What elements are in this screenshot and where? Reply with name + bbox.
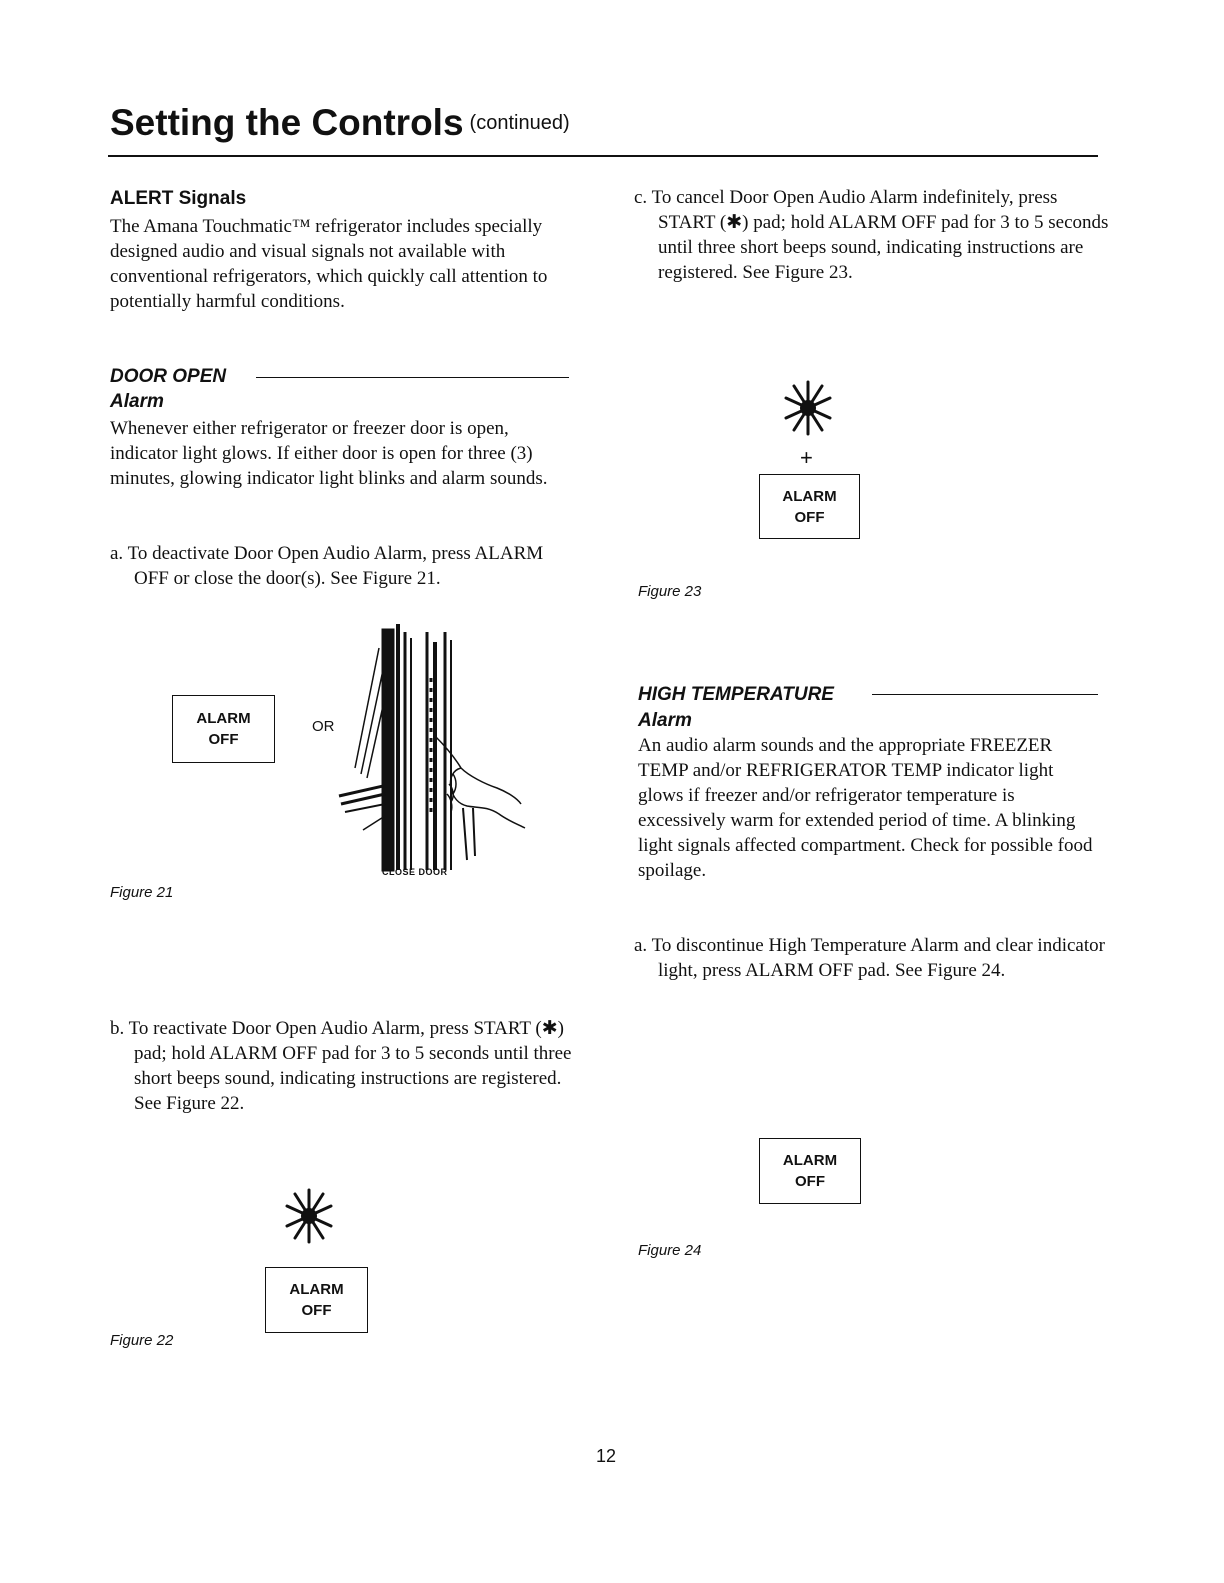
alarm-pad-line1: ALARM bbox=[289, 1281, 344, 1298]
high-temp-step-a: a. To discontinue High Temperature Alarm and clear indicator light, press ALARM OFF pad. See Figure 24. bbox=[634, 935, 1105, 981]
door-open-rule bbox=[256, 377, 569, 378]
door-open-intro: Whenever either refrigerator or freezer door is open, indicator light glows. If either door is open for three (3) minutes, glowing indicator light blinks and alarm sounds. bbox=[110, 418, 548, 489]
page-title-continued: (continued) bbox=[469, 112, 570, 134]
door-open-heading: DOOR OPEN bbox=[110, 366, 227, 387]
page-title bbox=[110, 102, 570, 144]
alarm-pad-line2: OFF bbox=[794, 508, 825, 526]
figure-22-caption: Figure 22 bbox=[110, 1332, 174, 1349]
alarm-pad-line2: OFF bbox=[301, 1302, 332, 1319]
door-open-step-c: c. To cancel Door Open Audio Alarm indefinitely, press START (✱) pad; hold ALARM OFF pad for 3 to 5 seconds until three short beeps sound, indicating instructions are registered. See Figure 23. bbox=[634, 187, 1109, 283]
high-temp-rule bbox=[872, 694, 1098, 695]
alarm-pad-line2: OFF bbox=[795, 1173, 825, 1190]
start-star-icon bbox=[283, 1188, 335, 1244]
figure-23-caption: Figure 23 bbox=[638, 583, 702, 600]
alarm-pad-line1: ALARM bbox=[196, 710, 251, 727]
high-temp-intro: An audio alarm sounds and the appropriate FREEZER TEMP and/or REFRIGERATOR TEMP indicator light glows if freezer and/or refrigerator temperature is excessively warm for extended period of time. A blinking light signals affected compartment. Check for possible food spoilage. bbox=[638, 735, 1093, 881]
alarm-pad-line1: ALARM bbox=[782, 487, 837, 505]
door-open-subheading: Alarm bbox=[110, 391, 164, 412]
hand-outline bbox=[435, 736, 525, 828]
close-door-illustration bbox=[335, 618, 535, 880]
door-open-step-b: b. To reactivate Door Open Audio Alarm, press START (✱) pad; hold ALARM OFF pad for 3 to 5 seconds until three short beeps sound, indicating instructions are registered. See Figure 22. bbox=[110, 1018, 572, 1114]
figure-24-caption: Figure 24 bbox=[638, 1242, 702, 1259]
door-edge-left-dark bbox=[383, 630, 393, 870]
alert-signals-heading: ALERT Signals bbox=[110, 188, 247, 209]
fig22-alarm-off-pad bbox=[265, 1267, 368, 1333]
alert-signals-intro: The Amana Touchmatic™ refrigerator includes specially designed audio and visual signals not available with conventional refrigerators, which quickly call attention to potentially harmful conditions. bbox=[110, 216, 548, 312]
page-title-text: Setting the Controls bbox=[110, 102, 464, 143]
door-open-step-a: a. To deactivate Door Open Audio Alarm, press ALARM OFF or close the door(s). See Figure 21. bbox=[110, 543, 544, 589]
fig23-alarm-off-pad bbox=[759, 474, 860, 539]
fig24-alarm-off-pad bbox=[759, 1138, 861, 1204]
fig21-or-label: OR bbox=[312, 718, 335, 735]
high-temp-subheading: Alarm bbox=[638, 710, 692, 731]
page-number: 12 bbox=[596, 1446, 617, 1466]
door-shelf-line bbox=[345, 804, 385, 812]
start-star-icon bbox=[782, 380, 834, 436]
high-temp-heading: HIGH TEMPERATURE bbox=[638, 684, 834, 705]
fig23-plus-sign: + bbox=[800, 445, 813, 470]
fig21-alarm-off-pad bbox=[172, 695, 275, 763]
title-rule bbox=[108, 155, 1098, 157]
alarm-pad-line1: ALARM bbox=[782, 1152, 838, 1169]
hand-wrist bbox=[463, 808, 475, 860]
alarm-pad-line2: OFF bbox=[208, 731, 239, 748]
fig21-close-door-label: CLOSE DOOR bbox=[382, 867, 448, 877]
figure-21-caption: Figure 21 bbox=[110, 884, 174, 901]
